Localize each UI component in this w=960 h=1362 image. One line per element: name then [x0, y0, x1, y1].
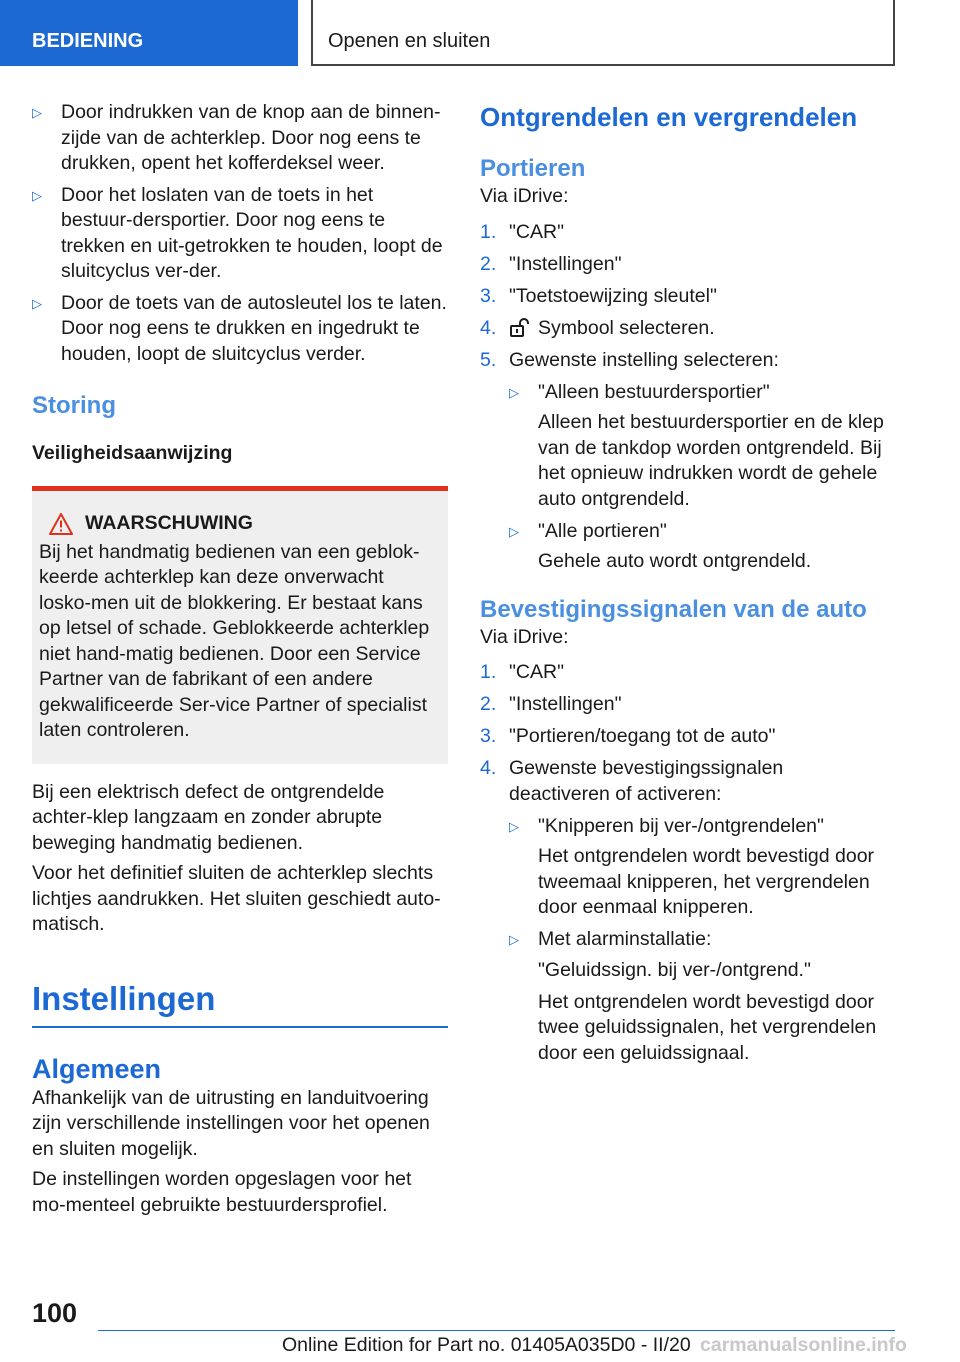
- paragraph: Bij een elektrisch defect de ontgrendelde achter-klep langzaam en zonder abrupte beweging handmatig bedienen.: [32, 780, 385, 854]
- option-description: Het ontgrendelen wordt bevestigd door twee geluidssignalen, het vergrendelen door een geluidssignaal.: [538, 990, 877, 1064]
- option-description: Alleen het bestuurdersportier en de klep van de tankdop worden ontgrendeld. Bij het opnieuw indrukken wordt de gehele auto ontgrendeld.: [538, 411, 884, 510]
- triangle-right-icon: ▷: [32, 187, 42, 203]
- list-item: 2. "Instellingen": [480, 693, 622, 715]
- list-item: ▷ Door het loslaten van de toets in het bestuur-dersportier. Door nog eens te trekken en uit-getrokken te houden, loopt de sluitcyclus ver-der.: [32, 183, 443, 282]
- settings-heading: Instellingen: [32, 979, 216, 1017]
- warning-text: Bij het handmatig bedienen van een geblok-keerde achterklep kan deze onverwacht losko-men uit de blokkering. Er bestaat kans op letsel of schade. Geblokkeerde achterklep niet hand-matig bedienen. Door een Service Partner van de fabrikant of een andere gekwalificeerde Ser-vice Partner of specialist laten controleren.: [39, 540, 430, 741]
- via-label: Via iDrive:: [480, 185, 569, 207]
- general-heading: Algemeen: [32, 1053, 162, 1084]
- list-item: ▷ "Alleen bestuurdersportier": [509, 380, 885, 406]
- section-tab: BEDIENING: [0, 0, 298, 66]
- chapter-title: Openen en sluiten: [311, 0, 895, 66]
- option-subtitle: "Geluidssign. bij ver-/ontgrend.": [538, 958, 811, 981]
- padlock-open-icon: [509, 317, 531, 337]
- warning-title: WAARSCHUWING: [39, 511, 438, 537]
- paragraph: Afhankelijk van de uitrusting en landuitvoering zijn verschillende instellingen voor het openen en sluiten mogelijk.: [32, 1086, 430, 1160]
- lock-heading: Ontgrendelen en vergrendelen: [480, 102, 858, 132]
- watermark: carmanualsonline.info: [700, 1334, 907, 1356]
- list-item: 3. "Portieren/toegang tot de auto": [480, 725, 776, 747]
- safety-heading: Veiligheidsaanwijzing: [32, 442, 233, 464]
- triangle-right-icon: ▷: [509, 384, 519, 400]
- edition-text: Online Edition for Part no. 01405A035D0 - II/20: [282, 1334, 691, 1356]
- list-item: ▷ "Alle portieren": [509, 519, 885, 545]
- heading-rule: [32, 1026, 448, 1028]
- confirm-heading: Bevestigingssignalen van de auto: [480, 595, 867, 623]
- triangle-right-icon: ▷: [509, 818, 519, 834]
- page-number: 100: [32, 1298, 78, 1328]
- warning-triangle-icon: [49, 513, 73, 535]
- triangle-right-icon: ▷: [509, 932, 519, 947]
- list-item: 1. "CAR": [480, 220, 565, 243]
- triangle-right-icon: ▷: [32, 295, 42, 311]
- sub-options: [509, 814, 885, 1067]
- left-column: [32, 100, 448, 1223]
- option-description: Gehele auto wordt ontgrendeld.: [538, 550, 812, 572]
- triangle-right-icon: ▷: [509, 523, 519, 539]
- warning-box: [32, 486, 448, 764]
- footer-rule: [98, 1330, 895, 1331]
- option-description: Het ontgrendelen wordt bevestigd door tweemaal knipperen, het vergrendelen door eenmaal knipperen.: [538, 845, 875, 918]
- list-item: 1. "CAR": [480, 661, 565, 683]
- list-item: 4. Gewenste bevestigingssignalen deactiveren of activeren:: [480, 757, 784, 805]
- list-item: ▷ Door de toets van de autosleutel los te laten. Door nog eens te drukken en ingedrukt te houden, loopt de sluitcyclus verder.: [32, 291, 447, 365]
- storing-heading: Storing: [32, 392, 116, 419]
- list-item: ▷ Door indrukken van de knop aan de binnen-zijde van de achterklep. Door nog eens te drukken, opent het kofferdeksel weer.: [32, 101, 441, 174]
- paragraph: Voor het definitief sluiten de achterklep slechts lichtjes aandrukken. Het sluiten geschiedt auto-matisch.: [32, 862, 441, 935]
- triangle-right-icon: ▷: [32, 105, 42, 120]
- via-label: Via iDrive:: [480, 625, 569, 648]
- list-item: 4. Symbool selecteren.: [480, 316, 715, 339]
- right-column: [480, 100, 885, 1073]
- paragraph: De instellingen worden opgeslagen voor het mo-menteel gebruikte bestuurdersprofiel.: [32, 1168, 412, 1216]
- list-item: ▷ Met alarminstallatie:: [509, 927, 885, 953]
- list-item: 3. "Toetstoewijzing sleutel": [480, 284, 717, 307]
- sub-options: [509, 380, 885, 575]
- list-item: 2. "Instellingen": [480, 252, 622, 275]
- doors-heading: Portieren: [480, 155, 586, 182]
- page-header: [0, 0, 960, 66]
- list-item: ▷ "Knipperen bij ver-/ontgrendelen": [509, 814, 885, 840]
- list-item: 5. Gewenste instelling selecteren:: [480, 348, 779, 371]
